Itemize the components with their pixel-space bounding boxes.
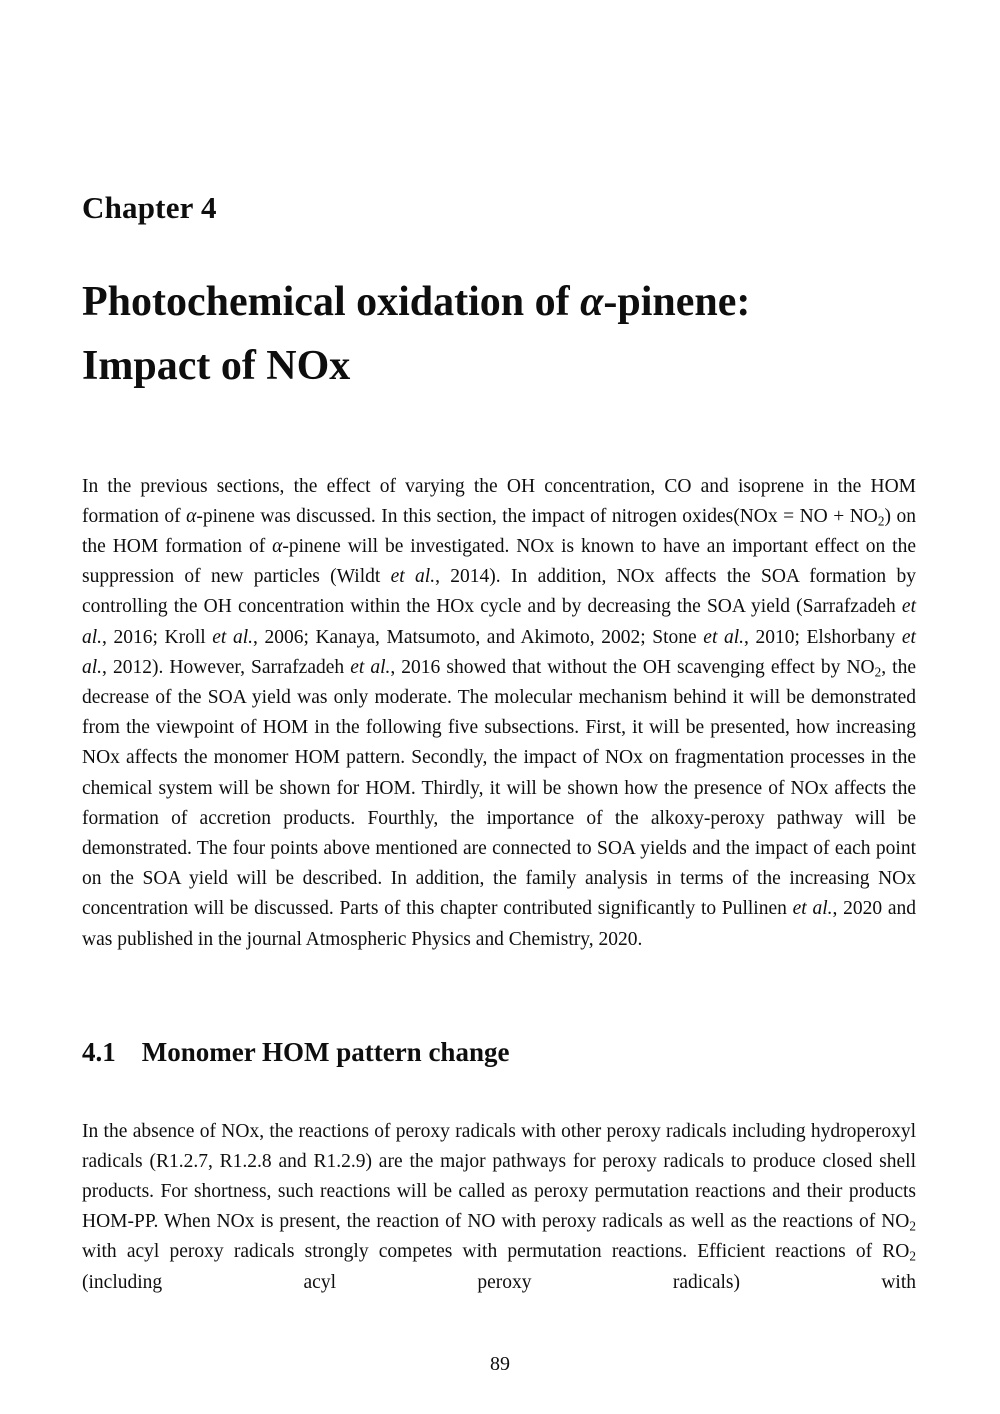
page-title	[82, 270, 932, 398]
page-title-line-1: Photochemical oxidation of α-pinene:	[82, 279, 751, 325]
page-title-line-2: Impact of NOx	[82, 343, 351, 389]
section-title: Monomer HOM pattern change	[141, 1037, 510, 1067]
section-paragraph: In the absence of NOx, the reactions of peroxy radicals with other peroxy radicals including hydroperoxyl radicals (R1.2.7, R1.2.8 and R1.2.9) are the major pathways for peroxy radicals to produce closed shell products. For shortness, such reactions will be called as peroxy permutation reactions and their products HOM-PP. When NOx is present, the reaction of NO with peroxy radicals as well as the reactions of $NO_2$ with acyl peroxy radicals strongly competes with permutation reactions. Efficient reactions of $RO_2$ (including acyl peroxy radicals) with	[82, 1120, 916, 1293]
section-number: 4.1	[82, 1037, 116, 1067]
chapter-label: Chapter 4	[82, 190, 217, 225]
section-heading	[82, 1035, 932, 1069]
page-number: 89	[490, 1353, 510, 1375]
intro-paragraph: In the previous sections, the effect of varying the OH concentration, CO and isoprene in the HOM formation of α-pinene was discussed. In this section, the impact of nitrogen oxides(NOx = NO + $NO_2$) on the HOM formation of α-pinene will be investigated. NOx is known to have an important effect on the suppression of new particles (Wildt et al., 2014). In addition, NOx affects the SOA formation by controlling the OH concentration within the HOx cycle and by decreasing the SOA yield (Sarrafzadeh et al., 2016; Kroll et al., 2006; Kanaya, Matsumoto, and Akimoto, 2002; Stone et al., 2010; Elshorbany et al., 2012). However, Sarrafzadeh et al., 2016 showed that without the OH scavenging effect by $NO_2$, the decrease of the SOA yield was only moderate. The molecular mechanism behind it will be demonstrated from the viewpoint of HOM in the following five subsections. First, it will be presented, how increasing NOx affects the monomer HOM pattern. Secondly, the impact of NOx on fragmentation processes in the chemical system will be shown for HOM. Thirdly, it will be shown how the presence of NOx affects the formation of accretion products. Fourthly, the importance of the alkoxy-peroxy pathway will be demonstrated. The four points above mentioned are connected to SOA yields and the impact of each point on the SOA yield will be described. In addition, the family analysis in terms of the increasing NOx concentration will be discussed. Parts of this chapter contributed significantly to Pullinen et al., 2020 and was published in the journal Atmospheric Physics and Chemistry, 2020.	[82, 475, 917, 950]
